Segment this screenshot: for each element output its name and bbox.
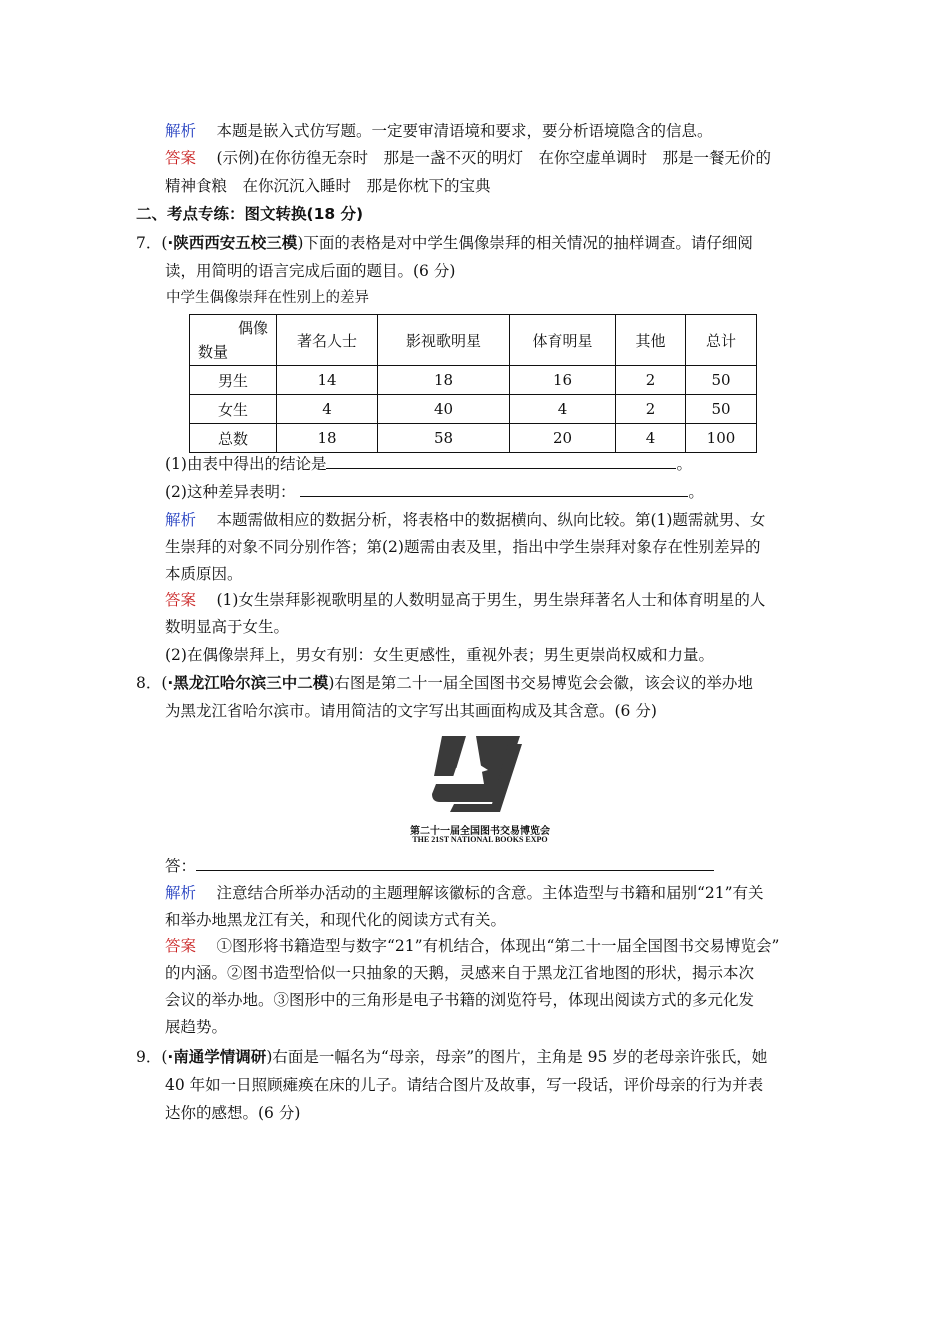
header-cell: 影视歌明星 bbox=[378, 315, 510, 366]
table-title: 中学生偶像崇拜在性别上的差异 bbox=[166, 290, 369, 306]
table-cell: 18 bbox=[277, 424, 378, 453]
logo-title-en: THE 21ST NATIONAL BOOKS EXPO bbox=[412, 835, 548, 844]
question-text: )右面是一幅名为“母亲，母亲”的图片，主角是 95 岁的老母亲许张氏，她 bbox=[266, 1048, 768, 1066]
answer-line-2c: (2)在偶像崇拜上，男女有别：女生更感性，重视外表；男生更崇尚权威和力量。 bbox=[165, 646, 714, 664]
answer-blank[interactable] bbox=[326, 454, 676, 469]
table-row bbox=[190, 366, 757, 395]
answer-line-1b: 精神食粮 在你沉沉入睡时 那是你枕下的宝典 bbox=[165, 177, 491, 195]
row-label: 男生 bbox=[190, 366, 277, 395]
table-row bbox=[190, 395, 757, 424]
answer-prompt bbox=[165, 856, 714, 876]
analysis-line-2b: 生崇拜的对象不同分别作答；第(2)题需由表及里，指出中学生崇拜对象存在性别差异的 bbox=[165, 538, 761, 556]
table-cell: 40 bbox=[378, 395, 510, 424]
answer-text: ①图形将书籍造型与数字“21”有机结合，体现出“第二十一届全国图书交易博览会” bbox=[216, 937, 780, 955]
answer-label: 答案 bbox=[165, 149, 197, 167]
question-number: 7．( bbox=[136, 234, 168, 252]
corner-top-label: 偶像 bbox=[237, 319, 268, 337]
question-9-line-1 bbox=[136, 1047, 767, 1067]
answer-line-2b: 数明显高于女生。 bbox=[165, 618, 290, 636]
table-cell: 4 bbox=[616, 424, 686, 453]
table-cell: 2 bbox=[616, 366, 686, 395]
table-cell: 50 bbox=[686, 395, 757, 424]
table-cell: 2 bbox=[616, 395, 686, 424]
analysis-label: 解析 bbox=[165, 511, 197, 529]
answer-blank[interactable] bbox=[300, 482, 688, 497]
table-cell: 4 bbox=[277, 395, 378, 424]
analysis-line-2c: 本质原因。 bbox=[165, 565, 243, 583]
header-cell: 著名人士 bbox=[277, 315, 378, 366]
table-cell: 16 bbox=[510, 366, 616, 395]
table-cell: 4 bbox=[510, 395, 616, 424]
row-label: 女生 bbox=[190, 395, 277, 424]
answer-label: 答案 bbox=[165, 937, 197, 955]
table-corner-cell bbox=[190, 315, 277, 366]
analysis-text: 本题是嵌入式仿写题。一定要审清语境和要求，要分析语境隐含的信息。 bbox=[216, 122, 713, 140]
period: 。 bbox=[676, 455, 692, 473]
analysis-text: 注意结合所举办活动的主题理解该徽标的含意。主体造型与书籍和届别“21”有关 bbox=[216, 884, 764, 902]
question-8-line-2: 为黑龙江省哈尔滨市。请用简洁的文字写出其画面构成及其含意。(6 分) bbox=[165, 702, 657, 720]
corner-bottom-label: 数量 bbox=[198, 343, 229, 361]
answer-text: (示例)在你彷徨无奈时 那是一盏不灭的明灯 在你空虚单调时 那是一餐无价的 bbox=[216, 149, 772, 167]
answer-text: (1)女生崇拜影视歌明星的人数明显高于男生，男生崇拜著名人士和体育明星的人 bbox=[216, 591, 766, 609]
question-7-line-1 bbox=[136, 233, 753, 253]
question-7-sub-1 bbox=[165, 454, 692, 474]
logo-title-cn: 第二十一届全国图书交易博览会 bbox=[410, 826, 550, 837]
question-number: 9．( bbox=[136, 1048, 168, 1066]
answer-line-3d: 展趋势。 bbox=[165, 1018, 228, 1036]
table-cell: 14 bbox=[277, 366, 378, 395]
question-9-line-2: 40 年如一日照顾瘫痪在床的儿子。请结合图片及故事，写一段话，评价母亲的行为并表 bbox=[165, 1076, 764, 1094]
analysis-line-3b: 和举办地黑龙江有关，和现代化的阅读方式有关。 bbox=[165, 911, 507, 929]
answer-line-1 bbox=[165, 148, 771, 168]
analysis-line-1 bbox=[165, 121, 712, 141]
answer-label: 答案 bbox=[165, 591, 197, 609]
question-source: ·陕西西安五校三模 bbox=[167, 234, 298, 252]
analysis-text: 本题需做相应的数据分析，将表格中的数据横向、纵向比较。第(1)题需就男、女 bbox=[216, 511, 766, 529]
header-cell: 总计 bbox=[686, 315, 757, 366]
sub-question-text: (2)这种差异表明： bbox=[165, 483, 296, 501]
table-cell: 20 bbox=[510, 424, 616, 453]
question-text: )下面的表格是对中学生偶像崇拜的相关情况的抽样调查。请仔细阅 bbox=[297, 234, 753, 252]
question-source: ·南通学情调研 bbox=[167, 1048, 267, 1066]
analysis-label: 解析 bbox=[165, 884, 197, 902]
table-cell: 18 bbox=[378, 366, 510, 395]
idol-table bbox=[189, 314, 757, 453]
answer-blank[interactable] bbox=[196, 856, 714, 871]
question-number: 8．( bbox=[136, 674, 168, 692]
table-cell: 58 bbox=[378, 424, 510, 453]
period: 。 bbox=[688, 483, 704, 501]
question-7-sub-2 bbox=[165, 482, 704, 502]
table-header-row bbox=[190, 315, 757, 366]
table-row bbox=[190, 424, 757, 453]
question-7-line-2: 读，用简明的语言完成后面的题目。(6 分) bbox=[165, 262, 456, 280]
question-source: ·黑龙江哈尔滨三中二模 bbox=[167, 674, 329, 692]
section-heading: 二、考点专练：图文转换(18 分) bbox=[136, 205, 364, 223]
question-9-line-3: 达你的感想。(6 分) bbox=[165, 1104, 301, 1122]
answer-line-3 bbox=[165, 936, 779, 956]
book-expo-logo bbox=[380, 730, 580, 848]
question-text: )右图是第二十一届全国图书交易博览会会徽，该会议的举办地 bbox=[328, 674, 753, 692]
answer-line-3c: 会议的举办地。③图形中的三角形是电子书籍的浏览符号，体现出阅读方式的多元化发 bbox=[165, 991, 755, 1009]
row-label: 总数 bbox=[190, 424, 277, 453]
header-cell: 其他 bbox=[616, 315, 686, 366]
sub-question-text: (1)由表中得出的结论是 bbox=[165, 455, 327, 473]
analysis-line-3 bbox=[165, 883, 764, 903]
question-8-line-1 bbox=[136, 673, 753, 693]
table-cell: 50 bbox=[686, 366, 757, 395]
analysis-label: 解析 bbox=[165, 122, 197, 140]
answer-line-3b: 的内涵。②图书造型恰似一只抽象的天鹅，灵感来自于黑龙江省地图的形状，揭示本次 bbox=[165, 964, 755, 982]
answer-prompt-label: 答： bbox=[165, 857, 197, 875]
header-cell: 体育明星 bbox=[510, 315, 616, 366]
table-cell: 100 bbox=[686, 424, 757, 453]
analysis-line-2 bbox=[165, 510, 765, 530]
answer-line-2 bbox=[165, 590, 765, 610]
